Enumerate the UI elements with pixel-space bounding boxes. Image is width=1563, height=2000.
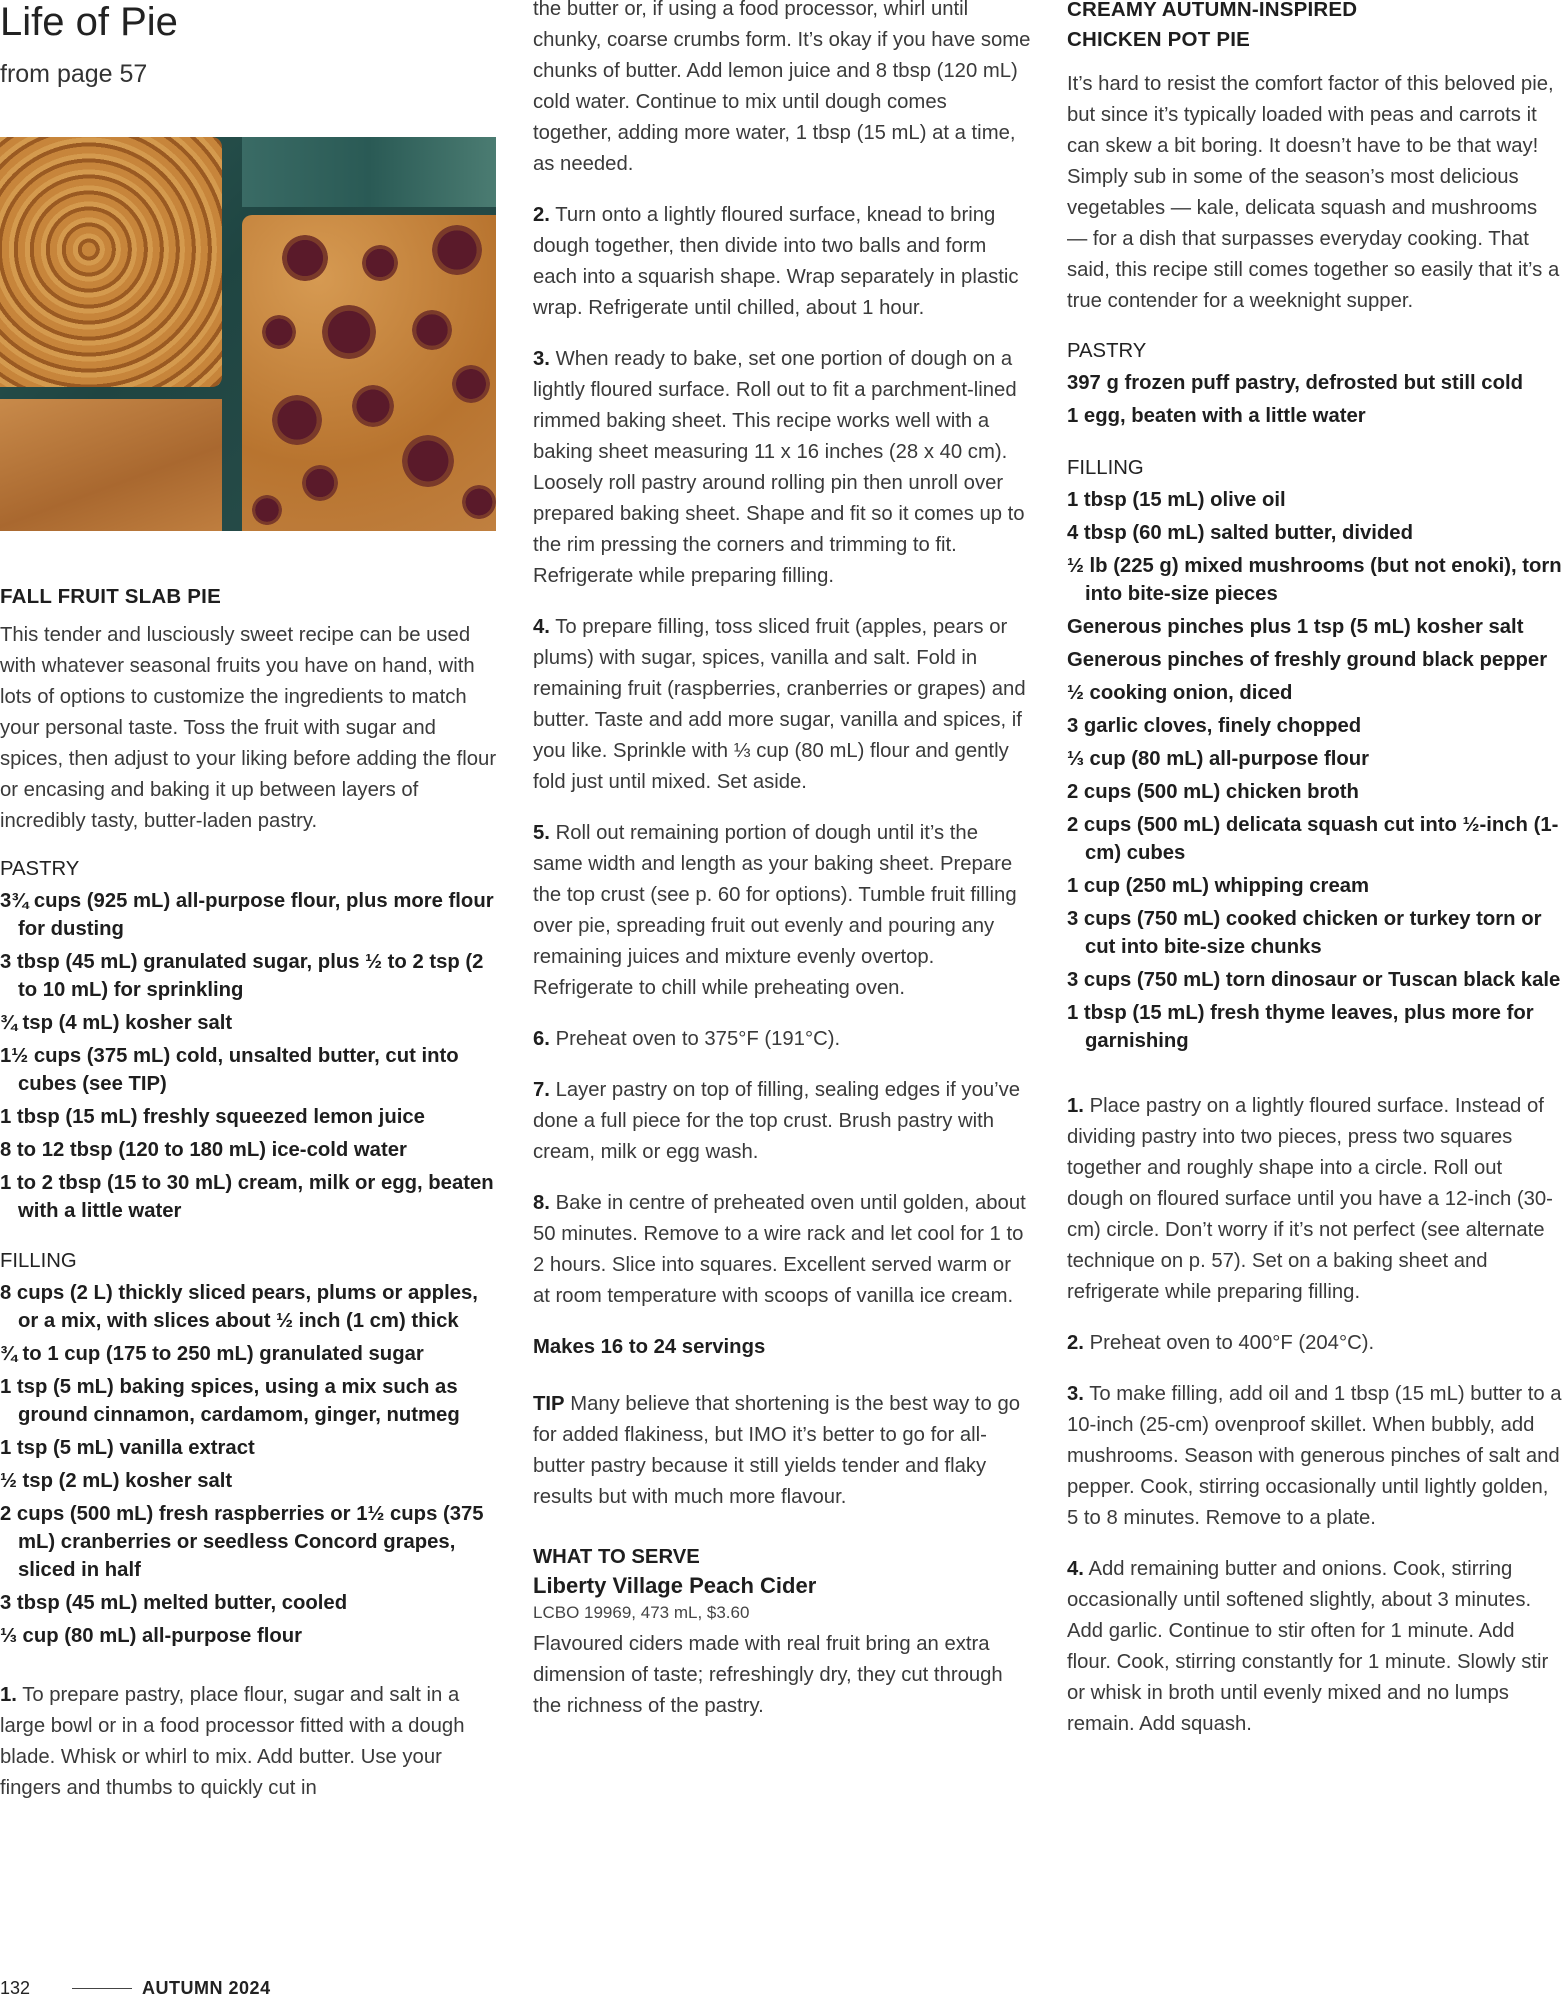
pot-filling-list [1067,486,1563,1055]
step-text: Turn onto a lightly floured surface, knead to bring dough together, then divide into two balls and form each into a squarish shape. Wrap separately in plastic wrap. Refrigerate until chilled, about 1 hour. [533,204,1019,319]
ingredient-item: ½ tsp (2 mL) kosher salt [0,1470,233,1492]
ingredient-item: 1 to 2 tbsp (15 to 30 mL) cream, milk or egg, beaten with a little water [0,1172,494,1222]
slab-step-6 [533,1024,1031,1055]
ingredient-item: ½ lb (225 g) mixed mushrooms (but not enoki), torn into bite-size pieces [1067,555,1562,605]
ingredient-item: 8 cups (2 L) thickly sliced pears, plums or apples, or a mix, with slices about ½ inch (1 cm) thick [0,1282,478,1332]
step-text: When ready to bake, set one portion of dough on a lightly floured surface. Roll out to fit a parchment-lined rimmed baking sheet. This recipe works well with a baking sheet measuring 11 x 16 inches (28 x 40 cm). Loosely roll pastry around rolling pin then unroll over prepared baking sheet. Shape and fit so it comes up to the rim pressing the corners and trimming to fit. Refrigerate while preparing filling. [533,348,1025,587]
slab-step-2 [533,200,1031,324]
photo-cutout-pie [242,215,496,531]
serve-meta: LCBO 19969, 473 mL, $3.60 [533,1603,750,1622]
ingredient-item: 1 tbsp (15 mL) freshly squeezed lemon juice [0,1106,425,1128]
ingredient-item: 1½ cups (375 mL) cold, unsalted butter, cut into cubes (see TIP) [0,1045,459,1095]
slab-step-1-start [0,1680,498,1804]
ingredient-item: 397 g frozen puff pastry, defrosted but still cold [1067,372,1524,394]
issue-label: AUTUMN 2024 [142,1978,271,1998]
ingredient-item: Generous pinches plus 1 tsp (5 mL) kosher salt [1067,616,1524,638]
pot-pie-heading-line-2: CHICKEN POT PIE [1067,28,1250,51]
photo-teal-surface [242,137,496,207]
slab-step-8 [533,1188,1031,1312]
ingredient-item: 3 cups (750 mL) torn dinosaur or Tuscan black kale [1067,969,1561,991]
ingredient-item: 2 cups (500 mL) delicata squash cut into ½-inch (1-cm) cubes [1067,814,1559,864]
ingredient-item: 3¾ cups (925 mL) all-purpose flour, plus more flour for dusting [0,890,494,940]
ingredient-item: 1 tsp (5 mL) baking spices, using a mix such as ground cinnamon, cardamom, ginger, nutmeg [0,1376,460,1426]
page-subtitle: from page 57 [0,60,148,88]
page-number: 132 [0,1978,31,1998]
step-number: 7. [533,1079,550,1101]
ingredient-item: 8 to 12 tbsp (120 to 180 mL) ice-cold water [0,1139,407,1161]
page-footer [0,1977,271,2000]
slab-step-7 [533,1075,1031,1168]
slab-pie-intro: This tender and lusciously sweet recipe can be used with whatever seasonal fruits you have on hand, with lots of options to customize the ingredients to match your personal taste. Toss the fruit with sugar and spices, then adjust to your liking before adding the flour or encasing and baking it up between layers of incredibly tasty, butter-laden pastry. [0,624,497,832]
pot-pie-heading-line-1: CREAMY AUTUMN-INSPIRED [1067,0,1358,21]
step-number: 3. [533,348,550,370]
ingredient-item: ½ cooking onion, diced [1067,682,1293,704]
step-text: Add remaining butter and onions. Cook, stirring occasionally until softened slightly, about 3 minutes. Add garlic. Continue to stir often for 1 minute. Add flour. Cook, stirring constantly for 1 minute. Slowly stir or whisk in broth until evenly mixed and no lumps remain. Add squash. [1067,1558,1549,1735]
step-text: Layer pastry on top of filling, sealing edges if you’ve done a full piece for the top crust. Brush pastry with cream, milk or egg wash. [533,1079,1021,1163]
slab-step-5 [533,818,1031,1004]
slab-servings: Makes 16 to 24 servings [533,1336,766,1358]
ingredient-item: 3 garlic cloves, finely chopped [1067,715,1362,737]
pot-filling-label: FILLING [1067,457,1144,479]
pot-pastry-label: PASTRY [1067,340,1147,362]
serve-description: Flavoured ciders made with real fruit bring an extra dimension of taste; refreshingly dry, they cut through the richness of the pastry. [533,1633,1003,1717]
serve-name: Liberty Village Peach Cider [533,1573,817,1598]
pot-step-3 [1067,1379,1563,1534]
step-text: Bake in centre of preheated oven until golden, about 50 minutes. Remove to a wire rack and let cool for 1 to 2 hours. Slice into squares. Excellent served warm or at room temperature with scoops of vanilla ice cream. [533,1192,1026,1307]
pot-pie-heading [1067,0,1563,55]
slab-filling-label: FILLING [0,1250,77,1272]
step-number: 4. [533,616,550,638]
slab-pie-photo [0,137,496,531]
step-number: 2. [533,204,550,226]
slab-step-1-continued: the butter or, if using a food processor, whirl until chunky, coarse crumbs form. It’s okay if you have some chunks of butter. Add lemon juice and 8 tbsp (120 mL) cold water. Continue to mix until dough comes together, adding more water, 1 tbsp (15 mL) at a time, as needed. [533,0,1031,175]
ingredient-item: 3 tbsp (45 mL) granulated sugar, plus ½ to 2 tsp (2 to 10 mL) for sprinkling [0,951,484,1001]
ingredient-item: 1 tbsp (15 mL) fresh thyme leaves, plus more for garnishing [1067,1002,1534,1052]
step-text: To prepare pastry, place flour, sugar and salt in a large bowl or in a food processor fitted with a dough blade. Whisk or whirl to mix. Add butter. Use your fingers and thumbs to quickly cut in [0,1684,465,1799]
ingredient-item: 2 cups (500 mL) fresh raspberries or 1½ cups (375 mL) cranberries or seedless Concord grapes, sliced in half [0,1503,484,1581]
ingredient-item: 1 tbsp (15 mL) olive oil [1067,489,1286,511]
slab-filling-list [0,1279,498,1650]
photo-braided-pie [0,137,222,387]
step-text: Roll out remaining portion of dough until it’s the same width and length as your baking sheet. Prepare the top crust (see p. 60 for options). Tumble fruit filling over pie, spreading fruit out evenly and pouring any remaining juices and mixture evenly overtop. Refrigerate to chill while preheating oven. [533,822,1017,999]
ingredient-item: ¾ to 1 cup (175 to 250 mL) granulated sugar [0,1343,424,1365]
step-text: Preheat oven to 375°F (191°C). [555,1028,841,1050]
slab-step-4 [533,612,1031,798]
step-number: 8. [533,1192,550,1214]
pot-step-1 [1067,1091,1563,1308]
tip-label: TIP [533,1393,565,1415]
step-number: 2. [1067,1332,1084,1354]
slab-step-3 [533,344,1031,592]
step-number: 1. [0,1684,17,1706]
pot-step-2 [1067,1328,1563,1359]
step-number: 1. [1067,1095,1084,1117]
step-text: To make filling, add oil and 1 tbsp (15 mL) butter to a 10-inch (25-cm) ovenproof skillet. When bubbly, add mushrooms. Season with generous pinches of salt and pepper. Cook, stirring occasionally until lightly golden, 5 to 8 minutes. Remove to a plate. [1067,1383,1562,1529]
step-number: 4. [1067,1558,1084,1580]
pot-pastry-list [1067,369,1563,430]
ingredient-item: 3 cups (750 mL) cooked chicken or turkey torn or cut into bite-size chunks [1067,908,1542,958]
step-text: To prepare filling, toss sliced fruit (apples, pears or plums) with sugar, spices, vanilla and salt. Fold in remaining fruit (raspberries, cranberries or grapes) and butter. Taste and add more sugar, vanilla and spices, if you like. Sprinkle with ⅓ cup (80 mL) flour and gently fold just until mixed. Set aside. [533,616,1026,793]
slab-pastry-list [0,887,498,1225]
tip-text: Many believe that shortening is the best way to go for added flakiness, but IMO it’s better to go for all-butter pastry because it still yields tender and flaky results but with much more flavour. [533,1393,1021,1508]
ingredient-item: 3 tbsp (45 mL) melted butter, cooled [0,1592,348,1614]
slab-tip [533,1389,1031,1513]
ingredient-item: 1 cup (250 mL) whipping cream [1067,875,1370,897]
ingredient-item: ⅓ cup (80 mL) all-purpose flour [0,1625,303,1647]
footer-rule [72,1988,132,1989]
step-number: 5. [533,822,550,844]
ingredient-item: Generous pinches of freshly ground black pepper [1067,649,1548,671]
slab-pastry-label: PASTRY [0,858,80,880]
page-title: Life of Pie [0,0,178,44]
step-text: Preheat oven to 400°F (204°C). [1089,1332,1375,1354]
ingredient-item: 1 tsp (5 mL) vanilla extract [0,1437,255,1459]
slab-pie-heading: FALL FRUIT SLAB PIE [0,585,221,608]
ingredient-item: ⅓ cup (80 mL) all-purpose flour [1067,748,1370,770]
step-number: 6. [533,1028,550,1050]
column-middle [533,0,1031,1722]
pot-step-4 [1067,1554,1563,1740]
column-left [0,0,498,1804]
serve-label: WHAT TO SERVE [533,1546,700,1568]
column-right [1067,0,1563,1740]
photo-plain-pie [0,399,222,531]
step-number: 3. [1067,1383,1084,1405]
ingredient-item: 4 tbsp (60 mL) salted butter, divided [1067,522,1413,544]
ingredient-item: ¾ tsp (4 mL) kosher salt [0,1012,233,1034]
ingredient-item: 1 egg, beaten with a little water [1067,405,1366,427]
ingredient-item: 2 cups (500 mL) chicken broth [1067,781,1359,803]
pot-pie-intro: It’s hard to resist the comfort factor of this beloved pie, but since it’s typically loaded with peas and carrots it can skew a bit boring. It doesn’t have to be that way! Simply sub in some of the season’s most delicious vegetables — kale, delicata squash and mushrooms — for a dish that surpasses everyday cooking. That said, this recipe still comes together so easily that it’s a true contender for a weeknight supper. [1067,73,1560,312]
step-text: Place pastry on a lightly floured surface. Instead of dividing pastry into two pieces, press two squares together and roughly shape into a circle. Roll out dough on floured surface until you have a 12-inch (30-cm) circle. Don’t worry if it’s not perfect (see alternate technique on p. 57). Set on a baking sheet and refrigerate while preparing filling. [1067,1095,1553,1303]
